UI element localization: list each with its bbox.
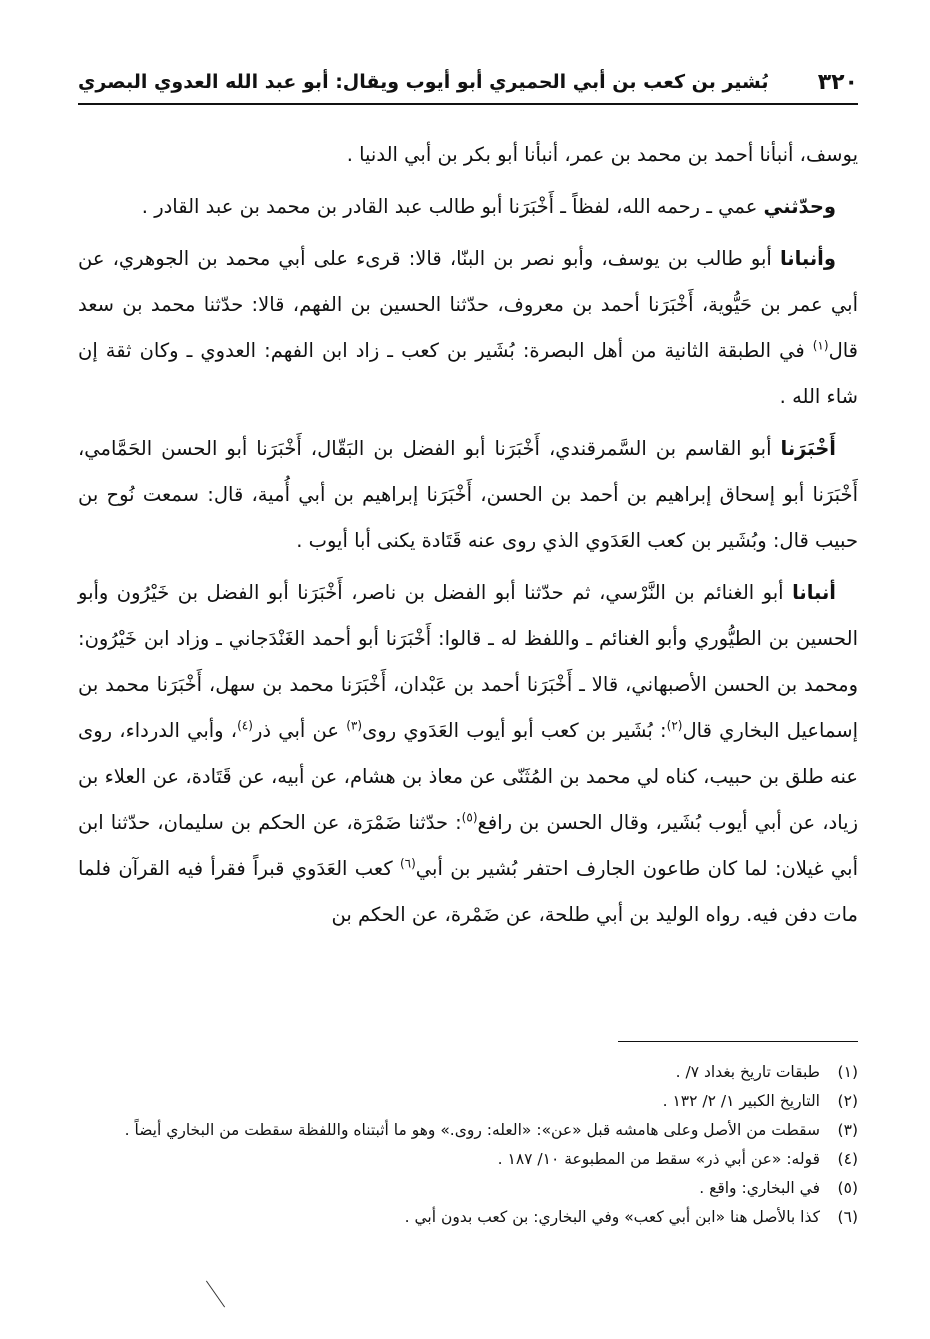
- paragraph-1: يوسف، أنبأنا أحمد بن محمد بن عمر، أنبأنا أبو بكر بن أبي الدنيا .: [346, 143, 858, 166]
- footnote-ref-2: (٢): [666, 718, 683, 733]
- footnote-text: التاريخ الكبير ١/ ٢/ ١٣٢ .: [662, 1092, 820, 1110]
- footnotes: [78, 1058, 858, 1232]
- footnote-text: في البخاري: واقع .: [699, 1179, 820, 1197]
- footnote-ref-6: (٦): [399, 856, 416, 871]
- footnote-number: (٦): [837, 1208, 858, 1226]
- footnote-number: (٣): [837, 1121, 858, 1139]
- running-title: بُشير بن كعب بن أبي الحميري أبو أيوب ويقال: أبو عبد الله العدوي البصري: [78, 71, 769, 93]
- footnote-item: [78, 1087, 858, 1116]
- paragraph-4-lead: أَخْبَرَنا: [780, 437, 836, 460]
- paragraph-3-text-b: في الطبقة الثانية من أهل البصرة: بُشَير بن كعب ـ زاد ابن الفهم: العدوي ـ وكان ثقة إن شاء الله .: [78, 339, 858, 408]
- footnote-text: كذا بالأصل هنا «ابن أبي كعب» وفي البخاري: بن كعب بدون أبي .: [404, 1208, 820, 1226]
- footnote-number: (٤): [837, 1150, 858, 1168]
- paragraph-2: [78, 184, 858, 230]
- header-rule: [78, 103, 858, 105]
- footnote-item: [78, 1145, 858, 1174]
- paragraph-4: [78, 426, 858, 564]
- main-text: [78, 132, 858, 944]
- paragraph-5-text-a: أبو الغنائم بن النَّرْسي، ثم حدّثنا أبو الفضل بن ناصر، أَخْبَرَنا أبو الفضل بن خَيْرُون وأبو الحسين بن الطيُّوري وأبو الغنائم ـ واللفظ له ـ قالوا: أَخْبَرَنا أبو أحمد الغَنْدَجاني ـ وزاد ابن خَيْرُون: ومحمد بن الحسن الأصبهاني، قالا ـ أَخْبَرَنا أحمد بن عَبْدان، أَخْبَرَنا محمد بن سهل، أَخْبَرَنا محمد بن إسماعيل البخاري قال: [78, 581, 859, 742]
- paragraph-5-text-b: : بُشَير بن كعب أبو أيوب العَدَوي روى: [362, 719, 667, 742]
- footnote-text: سقطت من الأصل وعلى هامشه قبل «عن»: «العله: روى.» وهو ما أثبتناه واللفظة سقطت من البخاري أيضاً .: [124, 1121, 820, 1139]
- page-header: [78, 62, 858, 102]
- footnote-item: [78, 1058, 858, 1087]
- paragraph-3: [78, 236, 858, 420]
- footnote-ref-5: (٥): [461, 810, 478, 825]
- footnote-item: [78, 1174, 858, 1203]
- footnote-number: (١): [837, 1063, 858, 1081]
- paragraph-2-lead: وحدّثني: [763, 195, 836, 218]
- paragraph-5-lead: أنبانا: [792, 581, 836, 604]
- footnote-number: (٥): [837, 1179, 858, 1197]
- footnote-text: قوله: «عن أبي ذر» سقط من المطبوعة ١٠/ ١٨٧ .: [497, 1150, 820, 1168]
- paragraph-5-text-c: عن أبي ذر: [252, 719, 347, 742]
- page-number: ٣٢٠: [817, 69, 858, 95]
- footnote-ref-4: (٤): [237, 718, 253, 733]
- paragraph-2-text: عمي ـ رحمه الله، لفظاً ـ أَخْبَرَنا أبو طالب عبد القادر بن محمد بن عبد القادر .: [141, 195, 764, 218]
- footnote-ref-1: (١): [812, 338, 829, 353]
- footnote-rule: [618, 1041, 858, 1042]
- footnote-item: [78, 1116, 858, 1145]
- footnote-item: [78, 1203, 858, 1232]
- paragraph-3-text-a: أبو طالب بن يوسف، وأبو نصر بن البنّا، قالا: قرىء على أبي محمد بن الجوهري، عن أبي عمر بن حَيُّوية، أَخْبَرَنا أحمد بن معروف، حدّثنا الحسين بن الفهم، قالا: حدّثنا محمد بن سعد قال: [78, 247, 858, 362]
- paragraph-3-lead: وأنبانا: [779, 247, 836, 270]
- paragraph-5-text-f: كعب العَدَوي قبراً فقرأ فيه القرآن فلما مات دفن فيه. رواه الوليد بن أبي طلحة، عن ضَمْرة، عن الحكم بن: [78, 857, 858, 926]
- footnote-number: (٢): [837, 1092, 858, 1110]
- paragraph-5: [78, 570, 858, 938]
- paragraph-4-text: أبو القاسم بن السَّمرقندي، أَخْبَرَنا أبو الفضل بن البَقّال، أَخْبَرَنا أبو الحسن الحَمَّامي، أَخْبَرَنا أبو إسحاق إبراهيم بن أحمد بن الحسن، أَخْبَرَنا إبراهيم بن أبي أُمية، قال: سمعت نُوح بن حبيب قال: وبُشَير بن كعب العَدَوي الذي روى عنه قَتَادة يكنى أبا أيوب .: [78, 437, 858, 552]
- scan-mark: [206, 1281, 225, 1308]
- footnote-text: طبقات تاريخ بغداد ٧/ .: [675, 1063, 820, 1081]
- paragraph-5-text-e: : حدّثنا ضَمْرَة، عن الحكم بن سليمان، حدّثنا ابن أبي غيلان: لما كان طاعون الجارف احتفر بُشير بن أبي: [78, 811, 858, 880]
- footnote-ref-3: (٣): [346, 718, 363, 733]
- paragraph-5-text-d: ، وأبي الدرداء، روى عنه طلق بن حبيب، كناه لي محمد بن المُثَنّى عن معاذ بن هشام، عن أبيه، عن قَتَادة، عن العلاء بن زياد، عن أبي أيوب بُشَير، وقال الحسن بن رافع: [78, 719, 858, 834]
